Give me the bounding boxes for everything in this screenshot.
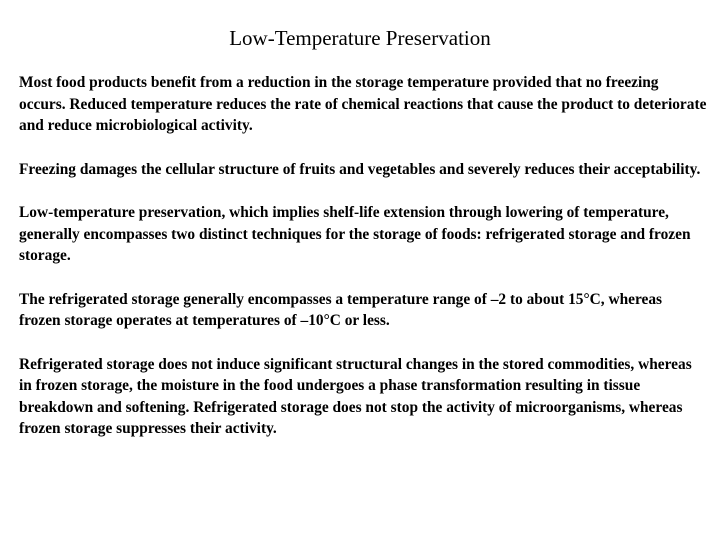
paragraph-storage-temperature: Most food products benefit from a reduction in the storage temperature provided that no freezing occurs. Reduced temperature reduces the rate of chemical reactions that cause the product to deteriorate and reduce microbiological activity. <box>19 74 707 134</box>
paragraph-freezing-damage: Freezing damages the cellular structure of fruits and vegetables and severely reduces their acceptability. <box>19 160 701 178</box>
paragraph-techniques: Low-temperature preservation, which implies shelf-life extension through lowering of temperature, generally encompasses two distinct techniques for the storage of foods: refrigerated storage and frozen storage. <box>19 204 691 264</box>
page-title: Low-Temperature Preservation <box>229 26 491 50</box>
slide-body <box>19 72 707 462</box>
paragraph-structural-changes: Refrigerated storage does not induce significant structural changes in the stored commodities, whereas in frozen storage, the moisture in the food undergoes a phase transformation resulting in tissue breakdown and softening. Refrigerated storage does not stop the activity of microorganisms, whereas frozen storage suppresses their activity. <box>19 355 692 437</box>
paragraph-temperature-ranges: The refrigerated storage generally encompasses a temperature range of –2 to about 15°C, whereas frozen storage operates at temperatures of –10°C or less. <box>19 290 663 329</box>
